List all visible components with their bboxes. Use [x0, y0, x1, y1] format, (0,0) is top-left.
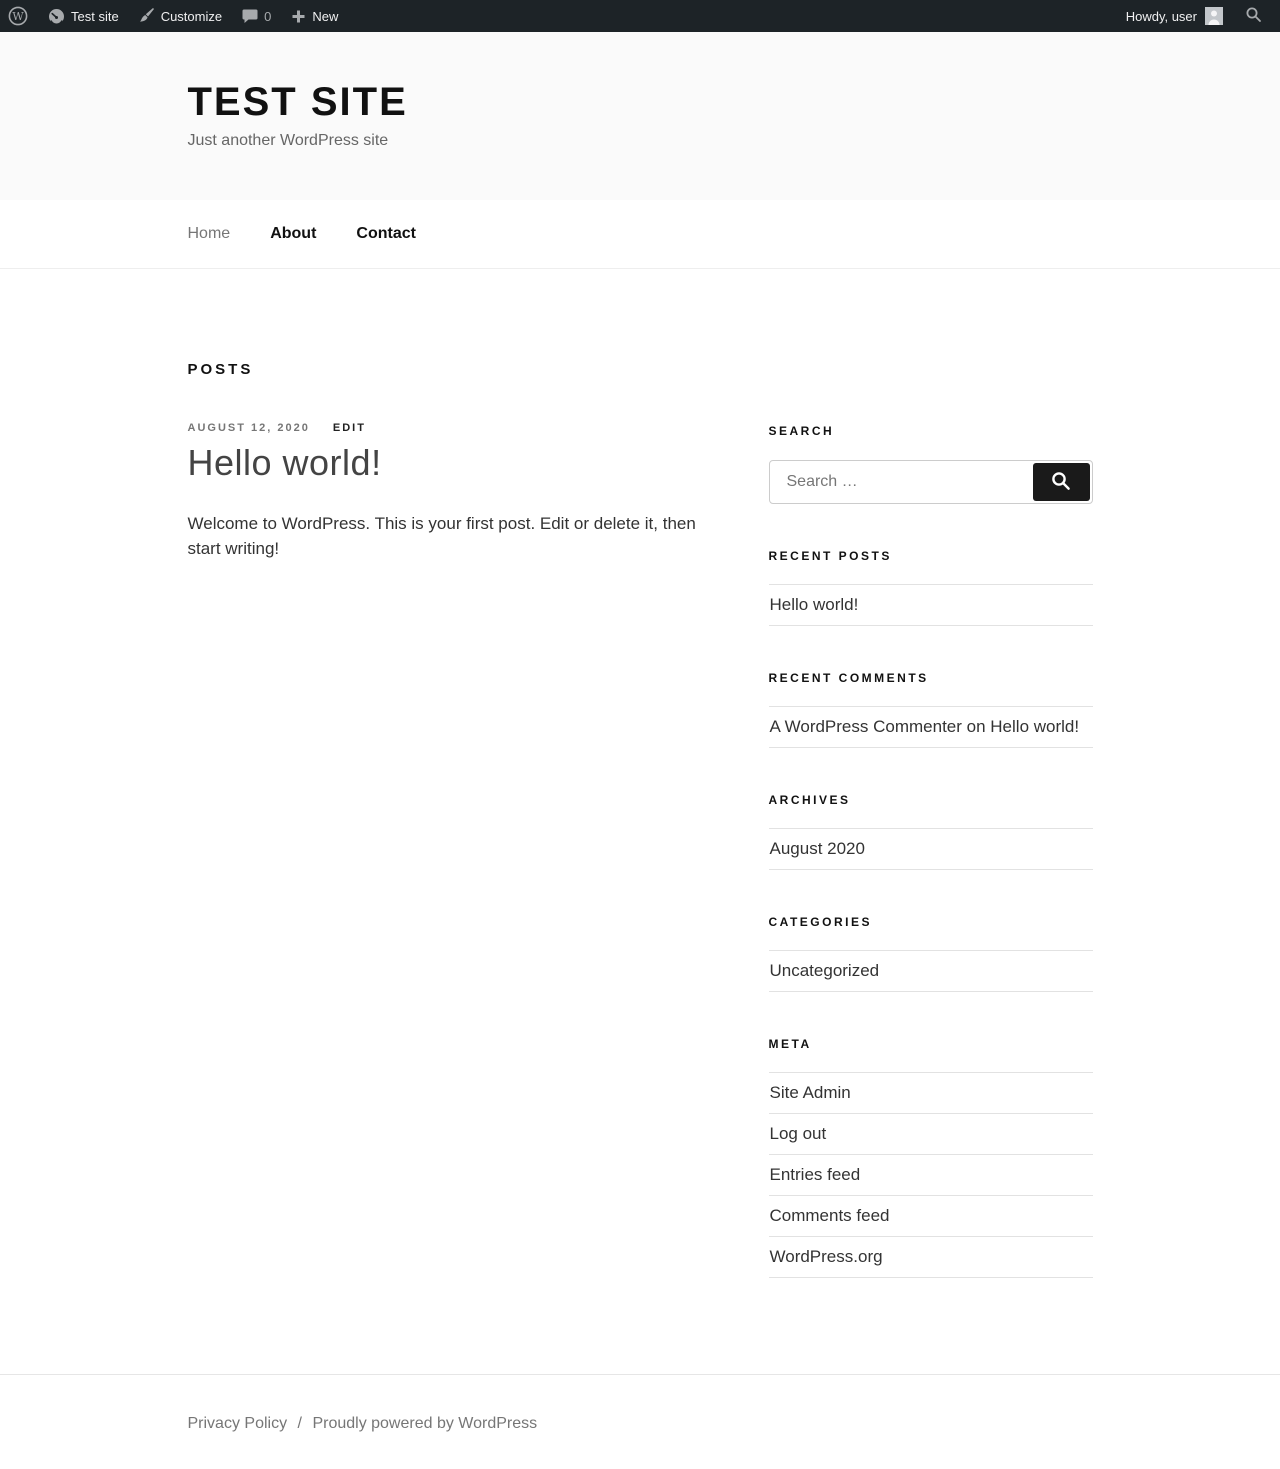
- site-footer: [0, 1374, 1280, 1469]
- new-label: New: [312, 8, 339, 24]
- search-widget-title: SEARCH: [768, 424, 835, 438]
- site-header: [0, 32, 1280, 200]
- admin-bar-left: [0, 0, 348, 32]
- recent-post-link[interactable]: Hello world!: [769, 595, 859, 614]
- site-admin-link[interactable]: Site Admin: [769, 1083, 851, 1102]
- nav-link-home[interactable]: Home: [187, 225, 231, 242]
- admin-bar-site-name[interactable]: [38, 0, 129, 32]
- admin-bar-right: [1118, 0, 1280, 32]
- site-content: [188, 361, 1093, 1278]
- categories-widget: [769, 915, 1093, 992]
- new-content-button[interactable]: [281, 0, 348, 32]
- list-item: [769, 1154, 1093, 1195]
- wp-admin-bar: [0, 0, 1280, 32]
- posts-area: [188, 361, 712, 1278]
- nav-item-home: [188, 225, 231, 243]
- wordpress-logo-icon: [8, 6, 28, 26]
- posts-heading: POSTS: [187, 361, 254, 378]
- recent-posts-widget: [769, 549, 1093, 626]
- customize-button[interactable]: [129, 0, 232, 32]
- category-link[interactable]: Uncategorized: [769, 961, 880, 980]
- list-item: [769, 706, 1093, 747]
- list-item: [769, 584, 1093, 625]
- comment-connector: on: [961, 717, 991, 736]
- comment-post-link[interactable]: Hello world!: [990, 717, 1080, 736]
- footer-separator: /: [297, 1415, 302, 1432]
- privacy-policy-link[interactable]: Privacy Policy: [187, 1415, 288, 1432]
- nav-link-about[interactable]: About: [270, 225, 317, 242]
- powered-by-link[interactable]: Proudly powered by WordPress: [312, 1415, 538, 1432]
- comment-author-link[interactable]: A WordPress Commenter: [769, 717, 962, 736]
- log-out-link[interactable]: Log out: [769, 1124, 827, 1143]
- list-item: [769, 1072, 1093, 1113]
- comments-count: 0: [264, 8, 272, 24]
- recent-posts-title: RECENT POSTS: [768, 549, 892, 563]
- recent-comments-widget: [769, 671, 1093, 748]
- list-item: [769, 1236, 1093, 1277]
- comments-feed-link[interactable]: Comments feed: [769, 1206, 890, 1225]
- entry-meta: [188, 422, 712, 434]
- categories-title: CATEGORIES: [768, 915, 872, 929]
- post-date-link[interactable]: AUGUST 12, 2020: [187, 422, 310, 434]
- search-icon: [1050, 470, 1072, 495]
- sidebar: [769, 424, 1093, 1278]
- site-name-label: Test site: [71, 8, 119, 24]
- recent-comments-title: RECENT COMMENTS: [768, 671, 929, 685]
- archives-widget: [769, 793, 1093, 870]
- search-form: [769, 460, 1093, 504]
- howdy-label: Howdy, user: [1125, 8, 1197, 24]
- archives-title: ARCHIVES: [768, 793, 851, 807]
- post-title-link[interactable]: Hello world!: [187, 442, 382, 483]
- wordpress-logo-button[interactable]: [0, 0, 38, 32]
- list-item: [769, 1195, 1093, 1236]
- search-widget: [769, 424, 1093, 504]
- wordpress-org-link[interactable]: WordPress.org: [769, 1247, 883, 1266]
- site-title[interactable]: TEST SITE: [187, 80, 408, 124]
- post-edit-link[interactable]: EDIT: [332, 422, 366, 434]
- meta-widget: [769, 1037, 1093, 1278]
- primary-navigation: [0, 200, 1280, 269]
- post-body: Welcome to WordPress. This is your first post. Edit or delete it, then start writing!: [187, 514, 696, 558]
- customize-brush-icon: [139, 8, 155, 24]
- list-item: [769, 950, 1093, 991]
- dashboard-gauge-icon: [48, 8, 65, 25]
- user-avatar: [1205, 7, 1223, 25]
- site-tagline: Just another WordPress site: [187, 132, 389, 149]
- post-article: [188, 422, 712, 561]
- search-submit-button[interactable]: [1033, 463, 1090, 501]
- entries-feed-link[interactable]: Entries feed: [769, 1165, 861, 1184]
- admin-search-button[interactable]: [1237, 0, 1270, 32]
- svg-text:W: W: [12, 10, 24, 24]
- comments-button[interactable]: [232, 0, 281, 32]
- nav-item-contact: [356, 225, 416, 243]
- list-item: [769, 828, 1093, 869]
- nav-link-contact[interactable]: Contact: [356, 225, 416, 242]
- list-item: [769, 1113, 1093, 1154]
- my-account-button[interactable]: [1118, 0, 1231, 32]
- comments-bubble-icon: [242, 8, 258, 24]
- plus-icon: [291, 9, 306, 24]
- meta-title: META: [768, 1037, 812, 1051]
- post-title: [188, 442, 712, 484]
- customize-label: Customize: [160, 8, 223, 24]
- archive-link[interactable]: August 2020: [769, 839, 865, 858]
- nav-item-about: [270, 225, 316, 243]
- search-icon: [1245, 6, 1262, 26]
